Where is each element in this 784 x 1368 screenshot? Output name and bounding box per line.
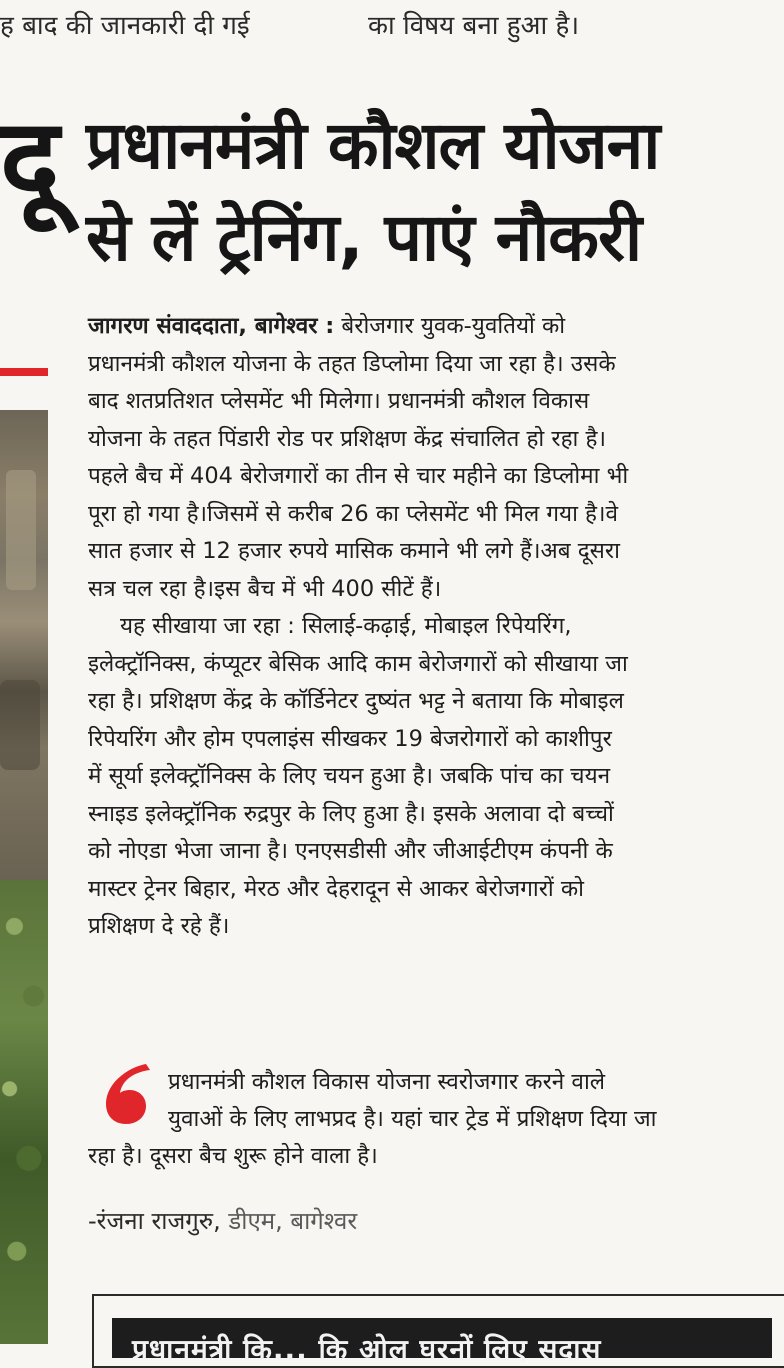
body-line: मास्टर ट्रेनर बिहार, मेरठ और देहरादून से आकर बेरोजगारों को [88,875,584,902]
body-line: स्नाइड इलेक्ट्रॉनिक रुद्रपुर के लिए हुआ है। इसके अलावा दो बच्चों [88,800,614,827]
body-line: रहा है। प्रशिक्षण केंद्र के कॉर्डिनेटर दुष्यंत भट्ट ने बताया कि मोबाइल [88,688,624,714]
photo-foliage-area [0,880,48,1344]
photo-rock-shadow [0,680,40,770]
body-line: को नोएडा भेजा जाना है। एनएसडीसी और जीआईटीएम कंपनी के [88,838,613,864]
body-line: सात हजार से 12 हजार रुपये मासिक कमाने भी लगे हैं।अब दूसरा [88,538,620,564]
article-headline [86,100,768,284]
quote-line: युवाओं के लिए लाभप्रद है। यहां चार ट्रेड में प्रशिक्षण दिया जा [168,1106,657,1132]
next-article-headline-bar [112,1318,772,1366]
snippet-left-text: ह बाद की जानकारी दी गई [0,11,250,41]
body-line-text: सिलाई-कढ़ाई, मोबाइल रिपेयरिंग, [294,613,572,639]
body-line: प्रधानमंत्री कौशल योजना के तहत डिप्लोमा दिया जा रहा है। उसके [88,350,616,377]
body-line: प्रशिक्षण दे रहे हैं। [88,913,230,939]
body-line [88,608,768,646]
body-line: बाद शतप्रतिशत प्लेसमेंट भी मिलेगा। प्रधानमंत्री कौशल विकास [88,388,590,414]
attribution-role: डीएम, बागेश्वर [220,1207,358,1235]
adjacent-photo [0,410,48,1344]
section-subhead: यह सीखाया जा रहा : [120,613,295,639]
body-line: में सूर्या इलेक्ट्रॉनिक्स के लिए चयन हुआ है। जबकि पांच का चयन [88,763,611,789]
quote-line: रहा है। दूसरा बैच शुरू होने वाला है। [88,1143,378,1169]
body-line-text: बेरोजगार युवक-युवतियों को [334,313,566,339]
next-article-headline: प्रधानमंत्री कि... कि ओल घरनों लिए सदास [132,1333,602,1366]
red-divider [0,368,48,376]
quote-line: प्रधानमंत्री कौशल विकास योजना स्वरोजगार करने वाले [168,1069,606,1095]
body-line: पूरा हो गया है।जिसमें से करीब 26 का प्लेसमेंट भी मिल गया है।वे [88,500,619,527]
article-body [88,308,768,946]
body-line: योजना के तहत पिंडारी रोड पर प्रशिक्षण केंद्र संचालित हो रहा है। [88,425,607,452]
attribution-name: -रंजना राजगुरु, [88,1207,221,1235]
pull-quote [88,1064,768,1175]
snippet-right-text: का विषय बना हुआ है। [368,11,580,41]
body-line: इलेक्ट्रॉनिक्स, कंप्यूटर बेसिक आदि काम बेरोजगारों को सीखाया जा [88,650,628,677]
photo-rock-highlight [6,470,36,590]
quote-attribution [88,1204,357,1237]
article-byline: जागरण संवाददाता, बागेश्वर : [88,313,335,339]
previous-article-snippet [0,6,768,50]
body-line: सत्र चल रहा है।इस बैच में भी 400 सीटें हैं। [88,575,442,602]
body-line [88,308,768,346]
body-line: पहले बैच में 404 बेरोजगारों का तीन से चार महीने का डिप्लोमा भी [88,463,629,489]
headline-line-2: से लें ट्रेनिंग, पाएं नौकरी [86,199,642,276]
headline-line-1: प्रधानमंत्री कौशल योजना [86,107,660,184]
adjacent-headline-fragment: दू [0,95,60,225]
body-line: रिपेयरिंग और होम एपलाइंस सीखकर 19 बेजरोगारों को काशीपुर [88,725,612,752]
